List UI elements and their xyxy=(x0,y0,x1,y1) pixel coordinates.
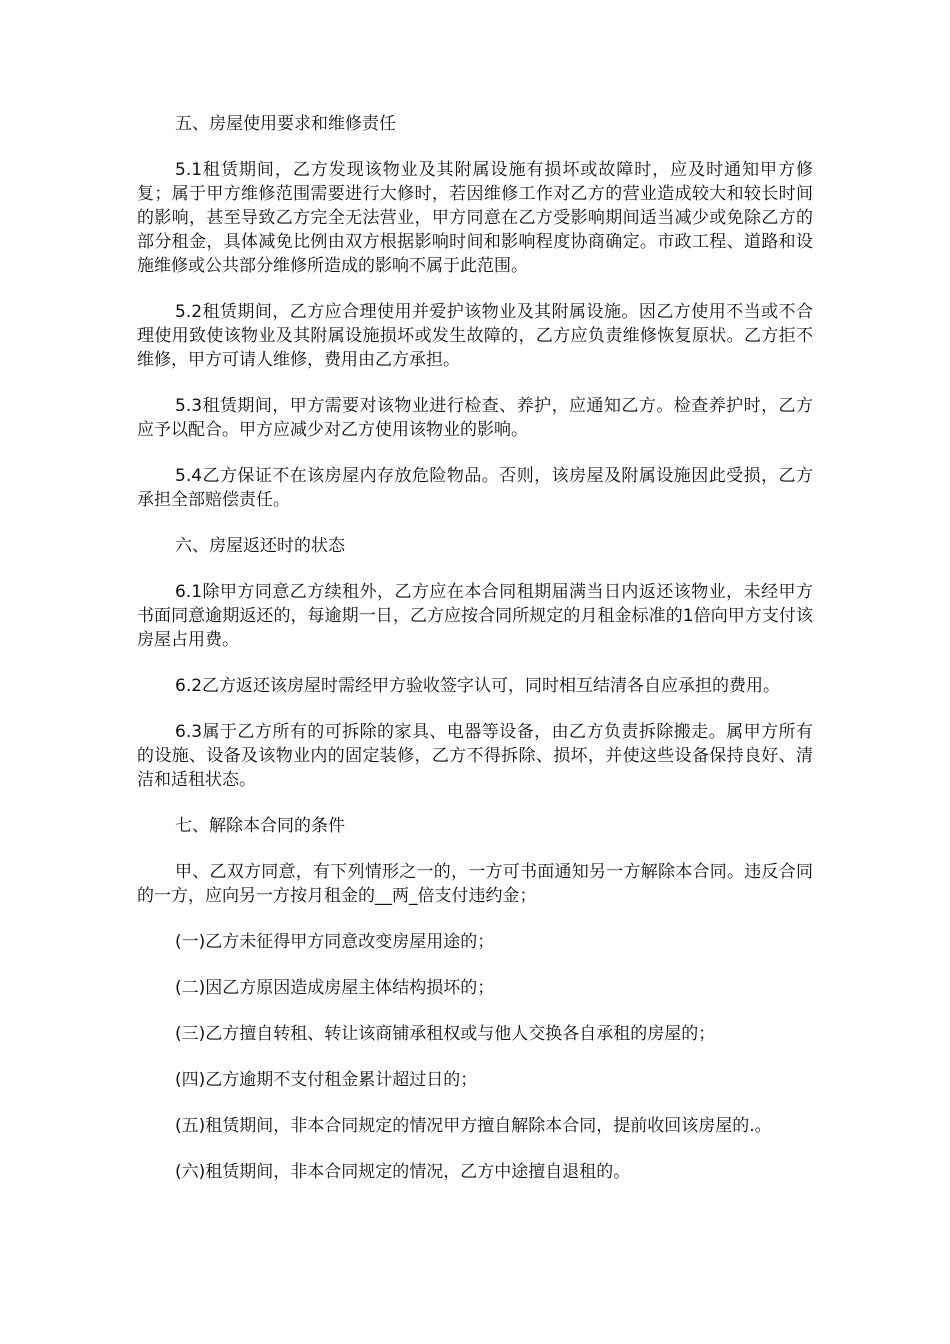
clause-6-1: 6.1除甲方同意乙方续租外，乙方应在本合同租期届满当日内返还该物业，未经甲方书面同意逾期返还的，每逾期一日，乙方应按合同所规定的月租金标准的1倍向甲方支付该房屋占用费。 xyxy=(137,582,813,650)
clause-5-3: 5.3租赁期间，甲方需要对该物业进行检查、养护，应通知乙方。检查养护时，乙方应予以配合。甲方应减少对乙方使用该物业的影响。 xyxy=(137,396,813,440)
section-5-heading: 五、房屋使用要求和维修责任 xyxy=(175,114,396,134)
clause-6-2: 6.2乙方返还该房屋时需经甲方验收签字认可，同时相互结清各自应承担的费用。 xyxy=(175,676,781,696)
clause-7-item-1: (一)乙方未征得甲方同意改变房屋用途的； xyxy=(175,932,495,952)
clause-5-1: 5.1租赁期间，乙方发现该物业及其附属设施有损坏或故障时，应及时通知甲方修复；属于甲方维修范围需要进行大修时，若因维修工作对乙方的营业造成较大和较长时间的影响，甚至导致乙方完全无法营业，甲方同意在乙方受影响期间适当减少或免除乙方的部分租金，具体减免比例由双方根据影响时间和影响程度协商确定。市政工程、道路和设施维修或公共部分维修所造成的影响不属于此范围。 xyxy=(137,160,813,276)
clause-7-intro: 甲、乙双方同意，有下列情形之一的，一方可书面通知另一方解除本合同。违反合同的一方，应向另一方按月租金的__两_倍支付违约金； xyxy=(137,862,813,906)
clause-7-item-2: (二)因乙方原因造成房屋主体结构损坏的； xyxy=(175,978,495,998)
clause-7-item-3: (三)乙方擅自转租、转让该商铺承租权或与他人交换各自承租的房屋的； xyxy=(175,1024,716,1044)
clause-5-2: 5.2租赁期间，乙方应合理使用并爱护该物业及其附属设施。因乙方使用不当或不合理使用致使该物业及其附属设施损坏或发生故障的，乙方应负责维修恢复原状。乙方拒不维修，甲方可请人维修，费用由乙方承担。 xyxy=(137,302,813,370)
clause-7-item-5: (五)租赁期间，非本合同规定的情况甲方擅自解除本合同，提前收回该房屋的.。 xyxy=(175,1116,772,1136)
document-page xyxy=(137,112,813,1206)
clause-7-item-4: (四)乙方逾期不支付租金累计超过日的； xyxy=(175,1070,478,1090)
section-7-heading: 七、解除本合同的条件 xyxy=(175,816,345,836)
clause-7-item-6: (六)租赁期间，非本合同规定的情况，乙方中途擅自退租的。 xyxy=(175,1162,631,1182)
clause-5-4: 5.4乙方保证不在该房屋内存放危险物品。否则，该房屋及附属设施因此受损，乙方承担全部赔偿责任。 xyxy=(137,466,813,510)
section-6-heading: 六、房屋返还时的状态 xyxy=(175,536,345,556)
clause-6-3: 6.3属于乙方所有的可拆除的家具、电器等设备，由乙方负责拆除搬走。属甲方所有的设施、设备及该物业内的固定装修，乙方不得拆除、损坏，并使这些设备保持良好、清洁和适租状态。 xyxy=(137,722,813,790)
